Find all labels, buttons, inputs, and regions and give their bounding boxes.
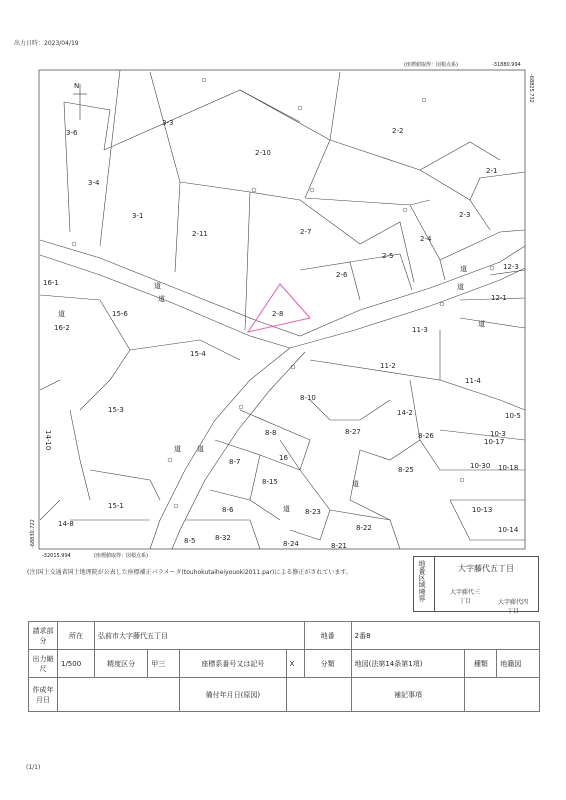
parcel-14-10: 14-10 — [44, 430, 52, 451]
north-arrow-icon — [73, 82, 87, 120]
parcel-11-4: 11-4 — [465, 377, 481, 385]
issue-date: 出力日時：2023/04/19 — [14, 40, 79, 47]
parcel-8-8: 8-8 — [265, 429, 277, 437]
road-label: 道 — [457, 283, 464, 291]
parcel-11-2: 11-2 — [380, 362, 396, 370]
north-label: N — [74, 82, 80, 90]
parcel-10-13: 10-13 — [472, 506, 493, 514]
precision-value: 甲三 — [148, 650, 180, 678]
parcel-2-1: 2-1 — [486, 167, 498, 175]
road-label: 道 — [460, 265, 467, 273]
parcel-2-10: 2-10 — [255, 149, 271, 157]
label-location: 所在 — [58, 622, 95, 650]
parcel-12-1: 12-1 — [491, 294, 507, 302]
lot-value: 2番8 — [351, 622, 539, 650]
parcel-15-1: 15-1 — [108, 502, 124, 510]
parcel-10-5: 10-5 — [505, 412, 521, 420]
label-precision: 精度区分 — [95, 650, 148, 678]
scale-value: 1/500 — [58, 650, 95, 678]
coord-sys-value: X — [286, 650, 304, 678]
parcel-8-6: 8-6 — [222, 506, 234, 514]
installed-date-value — [286, 678, 351, 712]
parcel-2-6: 2-6 — [336, 271, 348, 279]
survey-points — [72, 78, 494, 508]
parcel-16-1: 16-1 — [43, 279, 59, 287]
road-label: 道 — [352, 480, 359, 488]
created-date-value — [58, 678, 180, 712]
parcel-2-4: 2-4 — [420, 235, 432, 243]
supplementary-value — [465, 678, 540, 712]
parcel-3-1: 3-1 — [132, 212, 144, 220]
coord-left-bottom: -68830.722 — [30, 519, 36, 548]
parcel-2-8: 2-8 — [272, 310, 284, 318]
location-value: 弘前市大字藤代五丁目 — [95, 622, 305, 650]
road-label: 道 — [154, 282, 161, 290]
road-label: 道 — [478, 320, 485, 328]
coord-top-right: -31880.994 — [492, 62, 521, 68]
parcel-14-2: 14-2 — [397, 409, 413, 417]
parcel-3-6: 3-6 — [66, 129, 78, 137]
road-label: 道 — [158, 295, 165, 303]
parcel-10-30: 10-30 — [470, 462, 491, 470]
parcel-8-23: 8-23 — [305, 508, 321, 516]
parcel-10-3: 10-3 — [490, 430, 506, 438]
district-left: 大字藤代三丁目 — [449, 589, 480, 605]
label-scale: 出力縮尺 — [29, 650, 58, 678]
projection-note-top: (座標値取得：図根点系) — [404, 62, 458, 68]
coord-bottom-left: -32015.994 — [42, 553, 71, 559]
parcel-8-27: 8-27 — [345, 428, 361, 436]
parcel-8-22: 8-22 — [356, 524, 372, 532]
parcel-labels — [43, 119, 521, 550]
footnote: (注)国土交通省国土地理院が公表した座標補正パラメータ(touhokutaiheiyouoki2011.par)による修正がされています。 — [27, 569, 352, 576]
parcel-8-5: 8-5 — [184, 537, 196, 545]
parcel-15-6: 15-6 — [112, 310, 128, 318]
parcel-11-3: 11-3 — [412, 326, 428, 334]
road-label: 道 — [197, 445, 204, 453]
parcel-8-32: 8-32 — [215, 534, 231, 542]
parcel-15-3: 15-3 — [108, 406, 124, 414]
parcel-2-5: 2-5 — [382, 252, 394, 260]
parcel-8-25: 8-25 — [398, 466, 414, 474]
parcel-16-2: 16-2 — [54, 324, 70, 332]
parcel-2-2: 2-2 — [392, 127, 404, 135]
label-type: 種類 — [465, 650, 497, 678]
projection-note-bottom: (座標値取得：図根点系) — [94, 553, 148, 559]
parcel-12-3: 12-3 — [503, 263, 519, 271]
parcel-3-3: 3-3 — [162, 119, 174, 127]
label-lot: 地番 — [304, 622, 351, 650]
label-request-part: 請求部分 — [29, 622, 58, 650]
parcel-2-7: 2-7 — [300, 228, 312, 236]
parcel-2-3: 2-3 — [459, 211, 471, 219]
label-created-date: 作成年月日 — [29, 678, 58, 712]
coord-right-top: -68825.732 — [528, 74, 534, 103]
district-right: 大字藤代四丁目 — [497, 599, 528, 615]
road-label: 道 — [283, 505, 290, 513]
parcel-16: 16 — [279, 454, 288, 462]
label-installed-date: 備付年月日(原図) — [180, 678, 286, 712]
district-title: 地番区域境界 — [418, 560, 426, 602]
parcel-14-8: 14-8 — [58, 520, 74, 528]
parcel-15-4: 15-4 — [190, 350, 206, 358]
parcel-2-11: 2-11 — [192, 230, 208, 238]
road-label: 道 — [174, 445, 181, 453]
label-supplementary: 補記事項 — [351, 678, 465, 712]
type-value: 地籍図 — [497, 650, 540, 678]
road-label: 道 — [58, 310, 65, 318]
parcel-8-26: 8-26 — [418, 432, 434, 440]
parcel-8-10: 8-10 — [300, 394, 316, 402]
classification-value: 地図(法第14条第1項) — [351, 650, 465, 678]
page-number: (1/1) — [26, 764, 41, 771]
parcel-8-15: 8-15 — [262, 478, 278, 486]
info-table — [28, 621, 540, 712]
label-coord-sys: 座標系番号又は記号 — [180, 650, 286, 678]
parcel-10-18: 10-18 — [498, 464, 519, 472]
parcel-8-24: 8-24 — [283, 540, 299, 548]
parcel-10-17: 10-17 — [484, 438, 505, 446]
label-classification: 分類 — [304, 650, 351, 678]
parcel-10-14: 10-14 — [498, 526, 519, 534]
parcel-8-21: 8-21 — [331, 542, 347, 550]
parcel-8-7: 8-7 — [229, 458, 241, 466]
district-box — [413, 556, 539, 615]
district-main: 大字藤代五丁目 — [458, 564, 514, 573]
parcel-3-4: 3-4 — [88, 179, 100, 187]
